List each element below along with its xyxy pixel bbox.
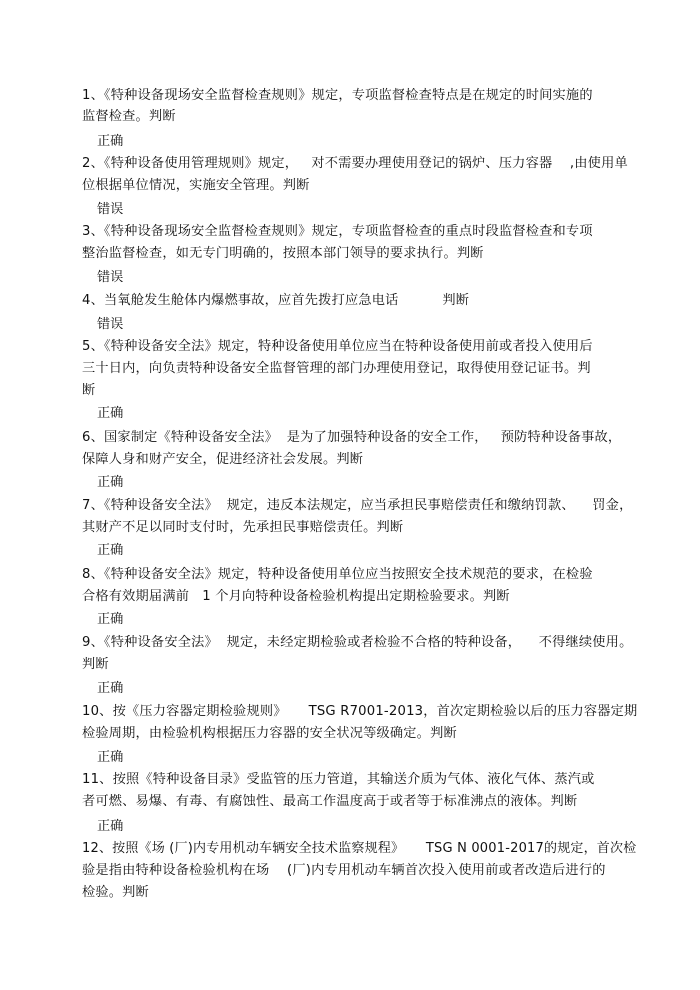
question-2-line-1: 2、《特种设备使用管理规则》规定， 对不需要办理使用登记的锅炉、压力容器 ,由使用单	[82, 156, 628, 171]
question-9-line-1: 9、《特种设备安全法》 规定，未经定期检验或者检验不合格的特种设备， 不得继续使用。	[82, 635, 633, 650]
question-8-line-1: 8、《特种设备安全法》规定，特种设备使用单位应当按照安全技术规范的要求，在检验	[82, 567, 593, 582]
question-4-answer: 错误	[97, 317, 124, 332]
question-4-line-1: 4、当氧舱发生舱体内爆燃事故，应首先拨打应急电话 判断	[82, 293, 470, 308]
question-3-answer: 错误	[97, 270, 124, 285]
question-10-answer: 正确	[97, 750, 124, 765]
question-5-line-2: 三十日内，向负责特种设备安全监督管理的部门办理使用登记，取得使用登记证书。判	[82, 361, 591, 376]
question-6-line-1: 6、国家制定《特种设备安全法》 是为了加强特种设备的安全工作， 预防特种设备事故，	[82, 430, 622, 445]
question-1-line-2: 监督检查。判断	[82, 109, 176, 124]
question-5-line-3: 断	[82, 383, 96, 398]
question-9-answer: 正确	[97, 681, 124, 696]
question-11-line-2: 者可燃、易爆、有毒、有腐蚀性、最高工作温度高于或者等于标准沸点的液体。判断	[82, 794, 578, 809]
question-10-line-1: 10、按《压力容器定期检验规则》 TSG R7001-2013，首次定期检验以后的压力容器定期	[82, 704, 638, 719]
question-1-answer: 正确	[97, 134, 124, 149]
question-5-line-1: 5、《特种设备安全法》规定，特种设备使用单位应当在特种设备使用前或者投入使用后	[82, 339, 593, 354]
question-5-answer: 正确	[97, 406, 124, 421]
question-12-line-1: 12、按照《场 (厂)内专用机动车辆安全技术监察规程》 TSG N 0001-2017的规定，首次检	[82, 841, 637, 856]
question-8-line-2: 合格有效期届满前 1 个月向特种设备检验机构提出定期检验要求。判断	[82, 589, 510, 604]
question-7-line-1: 7、《特种设备安全法》 规定，违反本法规定，应当承担民事赔偿责任和缴纳罚款、 罚金，	[82, 498, 633, 513]
question-2-line-2: 位根据单位情况，实施安全管理。判断	[82, 178, 310, 193]
question-8-answer: 正确	[97, 612, 124, 627]
question-7-answer: 正确	[97, 543, 124, 558]
question-6-answer: 正确	[97, 475, 124, 490]
question-6-line-2: 保障人身和财产安全，促进经济社会发展。判断	[82, 452, 364, 467]
question-3-line-2: 整治监督检查，如无专门明确的，按照本部门领导的要求执行。判断	[82, 246, 484, 261]
question-1-line-1: 1、《特种设备现场安全监督检查规则》规定，专项监督检查特点是在规定的时间实施的	[82, 88, 593, 103]
question-12-line-3: 检验。判断	[82, 885, 149, 900]
question-9-line-2: 判断	[82, 657, 109, 672]
question-7-line-2: 其财产不足以同时支付时，先承担民事赔偿责任。判断	[82, 520, 404, 535]
question-11-line-1: 11、按照《特种设备目录》受监管的压力管道，其输送介质为气体、液化气体、蒸汽或	[82, 772, 595, 787]
question-12-line-2: 验是指由特种设备检验机构在场 (厂)内专用机动车辆首次投入使用前或者改造后进行的	[82, 863, 606, 878]
question-2-answer: 错误	[97, 202, 124, 217]
question-10-line-2: 检验周期，由检验机构根据压力容器的安全状况等级确定。判断	[82, 726, 457, 741]
question-3-line-1: 3、《特种设备现场安全监督检查规则》规定，专项监督检查的重点时段监督检查和专项	[82, 224, 593, 239]
question-11-answer: 正确	[97, 819, 124, 834]
